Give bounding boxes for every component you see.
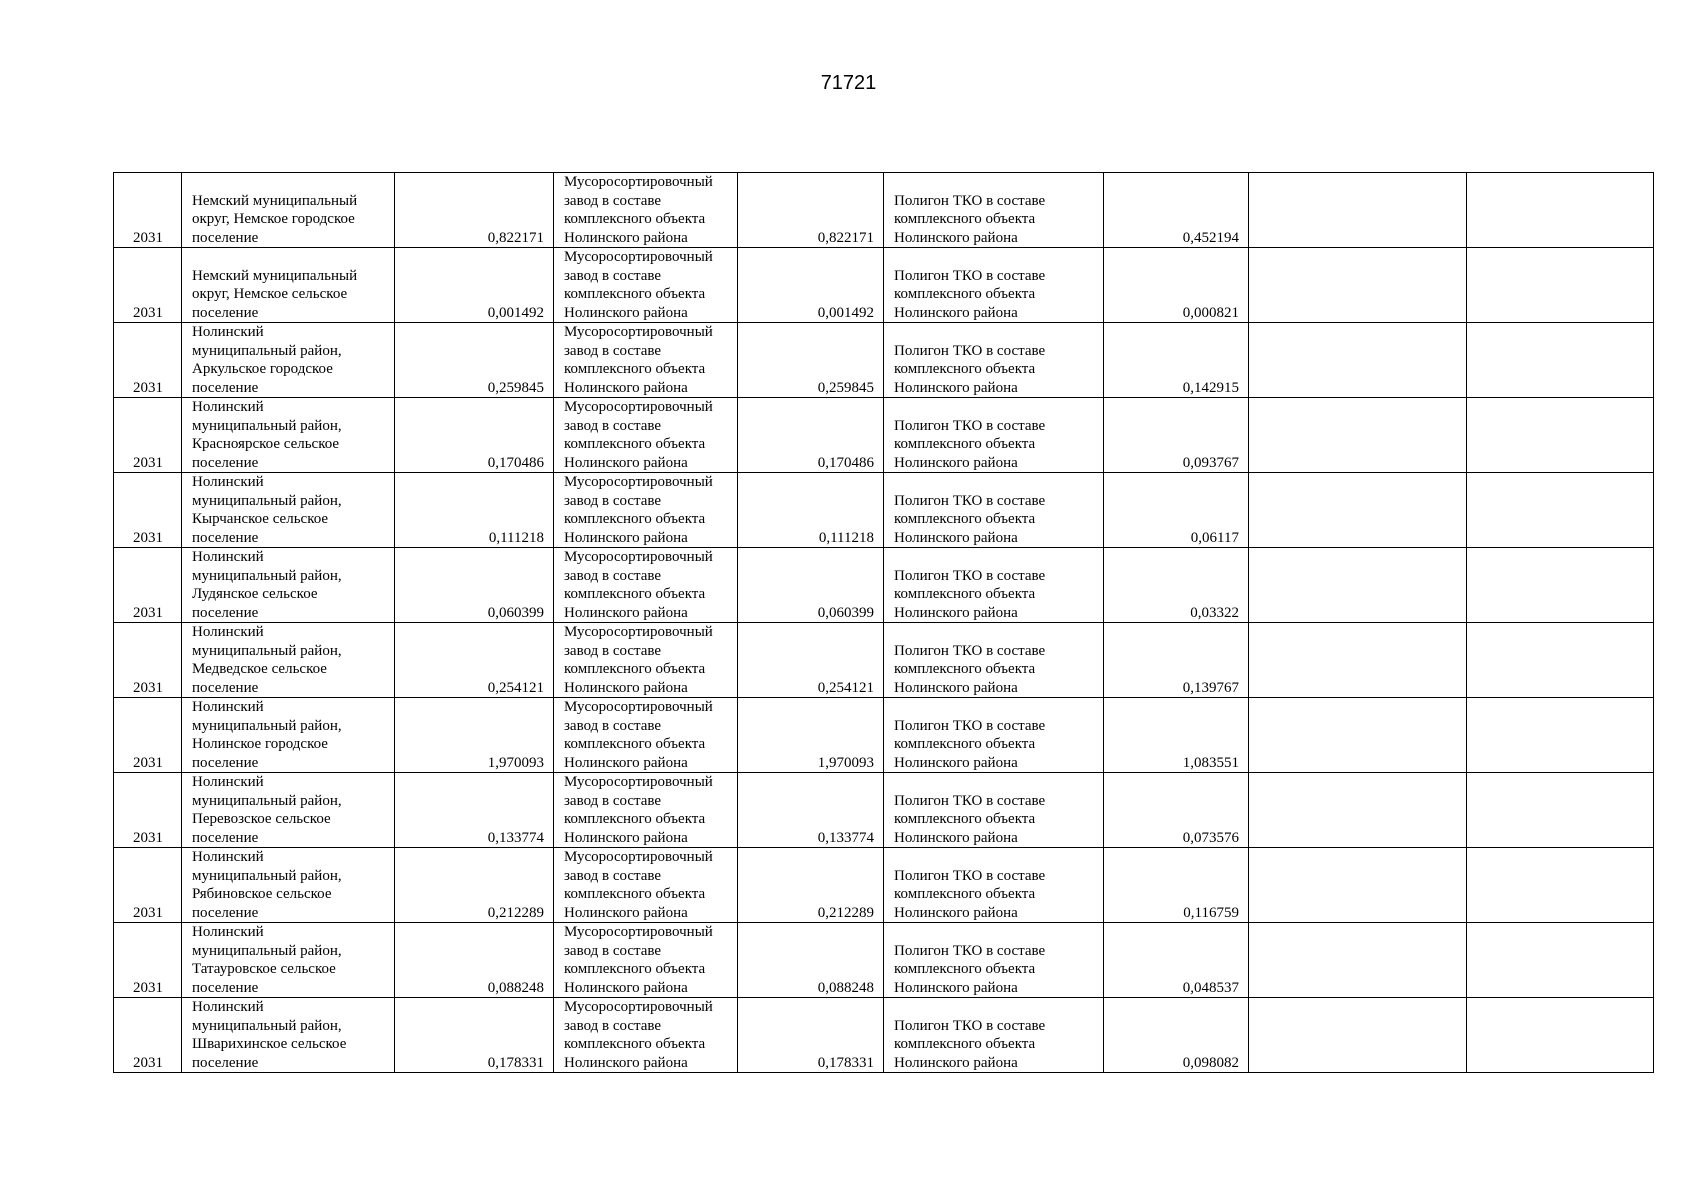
year-cell: 2031 (114, 848, 182, 923)
facility1-cell-line: Нолинского района (564, 829, 688, 846)
facility2-cell-line: комплексного объекта (894, 961, 1036, 977)
facility2-cell-line: комплексного объекта (894, 1036, 1036, 1052)
facility2-cell-line: Полигон ТКО в составе (894, 567, 1046, 584)
value2-cell: 0,254121 (738, 623, 884, 698)
facility1-cell-line: Мусоросортировочный (564, 324, 713, 340)
settlement-cell-line: поселение (192, 229, 259, 246)
facility1-cell-line: Нолинского района (564, 454, 688, 471)
settlement-cell-line: Нолинский (192, 924, 264, 940)
settlement-cell-line: Нолинский (192, 624, 264, 640)
value3-cell: 0,06117 (1104, 473, 1249, 548)
table-row (114, 848, 1654, 923)
facility2-cell-line: комплексного объекта (894, 511, 1036, 527)
settlement-cell-line: Лудянское сельское (192, 586, 318, 602)
settlement-cell-line: поселение (192, 1054, 259, 1071)
settlement-cell-line: поселение (192, 679, 259, 696)
facility2-cell-line: Полигон ТКО в составе (894, 417, 1046, 434)
facility2-cell-line: комплексного объекта (894, 736, 1036, 752)
value3-cell: 0,098082 (1104, 998, 1249, 1073)
facility1-cell-line: завод в составе (564, 567, 662, 584)
empty-cell (1467, 473, 1654, 548)
facility1-cell-line: завод в составе (564, 942, 662, 959)
empty-cell (1249, 998, 1467, 1073)
value1-cell: 0,259845 (395, 323, 554, 398)
value1-cell: 0,822171 (395, 173, 554, 248)
facility2-cell-line: Нолинского района (894, 829, 1018, 846)
facility1-cell-line: завод в составе (564, 492, 662, 509)
settlement-cell (182, 698, 395, 773)
settlement-cell-line: поселение (192, 754, 259, 771)
settlement-cell-line: Медведское сельское (192, 661, 327, 677)
empty-cell (1249, 548, 1467, 623)
empty-cell (1467, 923, 1654, 998)
settlement-cell (182, 473, 395, 548)
facility1-cell (554, 473, 738, 548)
value3-cell: 0,000821 (1104, 248, 1249, 323)
empty-cell (1249, 848, 1467, 923)
facility2-cell-line: Нолинского района (894, 679, 1018, 696)
facility2-cell (884, 698, 1104, 773)
settlement-cell (182, 323, 395, 398)
empty-cell (1467, 773, 1654, 848)
value2-cell: 0,212289 (738, 848, 884, 923)
facility1-cell-line: Нолинского района (564, 379, 688, 396)
facility1-cell-line: комплексного объекта (564, 586, 706, 602)
facility2-cell-line: комплексного объекта (894, 811, 1036, 827)
settlement-cell-line: муниципальный район, (192, 867, 342, 884)
settlement-cell-line: Немский муниципальный (192, 267, 358, 284)
settlement-cell (182, 773, 395, 848)
settlement-cell-line: Нолинский (192, 774, 264, 790)
empty-cell (1249, 698, 1467, 773)
facility1-cell-line: комплексного объекта (564, 1036, 706, 1052)
facility1-cell-line: Мусоросортировочный (564, 999, 713, 1015)
value2-cell: 0,170486 (738, 398, 884, 473)
facility1-cell-line: комплексного объекта (564, 511, 706, 527)
year-cell: 2031 (114, 773, 182, 848)
settlement-cell (182, 173, 395, 248)
facility2-cell-line: Нолинского района (894, 1054, 1018, 1071)
settlement-cell-line: Нолинское городское (192, 736, 328, 752)
facility2-cell-line: комплексного объекта (894, 361, 1036, 377)
value3-cell: 0,073576 (1104, 773, 1249, 848)
facility1-cell (554, 173, 738, 248)
facility1-cell (554, 248, 738, 323)
facility1-cell-line: Нолинского района (564, 304, 688, 321)
facility1-cell (554, 398, 738, 473)
settlement-cell (182, 623, 395, 698)
facility2-cell-line: Нолинского района (894, 304, 1018, 321)
settlement-cell (182, 398, 395, 473)
facility1-cell-line: Мусоросортировочный (564, 549, 713, 565)
settlement-cell-line: Немский муниципальный (192, 192, 358, 209)
facility2-cell-line: Полигон ТКО в составе (894, 642, 1046, 659)
table-row (114, 173, 1654, 248)
facility1-cell (554, 323, 738, 398)
settlement-cell (182, 548, 395, 623)
facility2-cell-line: Нолинского района (894, 904, 1018, 921)
settlement-cell (182, 923, 395, 998)
table-body (114, 173, 1654, 1073)
settlement-cell (182, 848, 395, 923)
facility2-cell-line: Нолинского района (894, 379, 1018, 396)
facility1-cell-line: Нолинского района (564, 529, 688, 546)
settlement-cell-line: округ, Немское городское (192, 211, 355, 227)
value2-cell: 0,822171 (738, 173, 884, 248)
facility1-cell-line: завод в составе (564, 342, 662, 359)
settlement-cell-line: Шварихинское сельское (192, 1036, 347, 1052)
settlement-cell-line: муниципальный район, (192, 492, 342, 509)
value2-cell: 0,178331 (738, 998, 884, 1073)
table-row (114, 698, 1654, 773)
settlement-cell (182, 248, 395, 323)
facility1-cell-line: комплексного объекта (564, 886, 706, 902)
settlement-cell-line: поселение (192, 379, 259, 396)
facility1-cell (554, 998, 738, 1073)
facility2-cell-line: Полигон ТКО в составе (894, 942, 1046, 959)
empty-cell (1467, 323, 1654, 398)
settlement-cell-line: округ, Немское сельское (192, 286, 348, 302)
facility2-cell-line: Нолинского района (894, 754, 1018, 771)
facility2-cell (884, 473, 1104, 548)
settlement-cell-line: поселение (192, 454, 259, 471)
facility2-cell (884, 548, 1104, 623)
facility1-cell-line: завод в составе (564, 717, 662, 734)
value2-cell: 0,111218 (738, 473, 884, 548)
value2-cell: 0,001492 (738, 248, 884, 323)
facility2-cell (884, 248, 1104, 323)
settlement-cell-line: Нолинский (192, 474, 264, 490)
value2-cell: 0,060399 (738, 548, 884, 623)
year-cell: 2031 (114, 923, 182, 998)
settlement-cell-line: муниципальный район, (192, 717, 342, 734)
year-cell: 2031 (114, 548, 182, 623)
facility2-cell-line: комплексного объекта (894, 586, 1036, 602)
value3-cell: 0,03322 (1104, 548, 1249, 623)
empty-cell (1467, 173, 1654, 248)
facility1-cell (554, 848, 738, 923)
facility2-cell-line: Полигон ТКО в составе (894, 792, 1046, 809)
facility1-cell-line: комплексного объекта (564, 361, 706, 377)
facility2-cell (884, 923, 1104, 998)
empty-cell (1249, 773, 1467, 848)
settlement-cell-line: муниципальный район, (192, 642, 342, 659)
facility2-cell (884, 998, 1104, 1073)
value3-cell: 0,139767 (1104, 623, 1249, 698)
empty-cell (1467, 998, 1654, 1073)
settlement-cell-line: муниципальный район, (192, 942, 342, 959)
settlement-cell-line: Красноярское сельское (192, 436, 340, 452)
table-row (114, 398, 1654, 473)
value3-cell: 0,116759 (1104, 848, 1249, 923)
settlement-cell-line: поселение (192, 529, 259, 546)
facility2-cell-line: Нолинского района (894, 604, 1018, 621)
facility2-cell-line: комплексного объекта (894, 661, 1036, 677)
facility2-cell-line: Нолинского района (894, 979, 1018, 996)
year-cell: 2031 (114, 173, 182, 248)
facility2-cell (884, 173, 1104, 248)
facility1-cell-line: Мусоросортировочный (564, 399, 713, 415)
settlement-cell-line: Нолинский (192, 549, 264, 565)
empty-cell (1467, 848, 1654, 923)
year-cell: 2031 (114, 248, 182, 323)
facility2-cell-line: Полигон ТКО в составе (894, 342, 1046, 359)
year-cell: 2031 (114, 323, 182, 398)
value2-cell: 0,088248 (738, 923, 884, 998)
facility1-cell (554, 773, 738, 848)
year-cell: 2031 (114, 698, 182, 773)
facility1-cell-line: Мусоросортировочный (564, 699, 713, 715)
facility2-cell-line: Нолинского района (894, 454, 1018, 471)
empty-cell (1249, 173, 1467, 248)
value3-cell: 0,142915 (1104, 323, 1249, 398)
empty-cell (1467, 248, 1654, 323)
facility1-cell-line: Мусоросортировочный (564, 474, 713, 490)
settlement-cell-line: Нолинский (192, 699, 264, 715)
facility1-cell-line: Нолинского района (564, 229, 688, 246)
facility2-cell-line: Полигон ТКО в составе (894, 492, 1046, 509)
facility1-cell-line: комплексного объекта (564, 211, 706, 227)
value1-cell: 0,060399 (395, 548, 554, 623)
settlement-cell-line: поселение (192, 904, 259, 921)
facility2-cell-line: Полигон ТКО в составе (894, 192, 1046, 209)
value3-cell: 0,452194 (1104, 173, 1249, 248)
value1-cell: 0,212289 (395, 848, 554, 923)
facility1-cell (554, 698, 738, 773)
value1-cell: 1,970093 (395, 698, 554, 773)
settlement-cell (182, 998, 395, 1073)
settlement-cell-line: Кырчанское сельское (192, 511, 329, 527)
settlement-cell-line: муниципальный район, (192, 342, 342, 359)
facility2-cell (884, 623, 1104, 698)
settlement-cell-line: поселение (192, 304, 259, 321)
value1-cell: 0,088248 (395, 923, 554, 998)
empty-cell (1467, 698, 1654, 773)
empty-cell (1249, 248, 1467, 323)
value2-cell: 0,259845 (738, 323, 884, 398)
facility1-cell-line: Нолинского района (564, 1054, 688, 1071)
settlement-cell-line: поселение (192, 604, 259, 621)
empty-cell (1249, 323, 1467, 398)
table-row (114, 548, 1654, 623)
table-row (114, 323, 1654, 398)
year-cell: 2031 (114, 398, 182, 473)
settlement-cell-line: Нолинский (192, 999, 264, 1015)
value3-cell: 0,093767 (1104, 398, 1249, 473)
facility2-cell-line: комплексного объекта (894, 286, 1036, 302)
waste-flow-table (113, 172, 1654, 1073)
facility2-cell (884, 773, 1104, 848)
facility1-cell (554, 923, 738, 998)
empty-cell (1467, 398, 1654, 473)
table-row (114, 473, 1654, 548)
value1-cell: 0,178331 (395, 998, 554, 1073)
facility1-cell-line: завод в составе (564, 642, 662, 659)
empty-cell (1467, 623, 1654, 698)
table-row (114, 923, 1654, 998)
empty-cell (1467, 548, 1654, 623)
year-cell: 2031 (114, 998, 182, 1073)
settlement-cell-line: Нолинский (192, 324, 264, 340)
facility2-cell (884, 398, 1104, 473)
value3-cell: 0,048537 (1104, 923, 1249, 998)
facility1-cell-line: Нолинского района (564, 979, 688, 996)
settlement-cell-line: муниципальный район, (192, 417, 342, 434)
facility1-cell-line: Мусоросортировочный (564, 774, 713, 790)
facility2-cell-line: Нолинского района (894, 529, 1018, 546)
settlement-cell-line: поселение (192, 979, 259, 996)
settlement-cell-line: муниципальный район, (192, 567, 342, 584)
facility1-cell-line: Нолинского района (564, 679, 688, 696)
facility2-cell-line: Полигон ТКО в составе (894, 267, 1046, 284)
settlement-cell-line: Нолинский (192, 849, 264, 865)
facility1-cell-line: завод в составе (564, 867, 662, 884)
facility1-cell-line: Мусоросортировочный (564, 249, 713, 265)
facility1-cell-line: Мусоросортировочный (564, 849, 713, 865)
value2-cell: 1,970093 (738, 698, 884, 773)
facility1-cell-line: комплексного объекта (564, 961, 706, 977)
facility1-cell-line: комплексного объекта (564, 436, 706, 452)
empty-cell (1249, 623, 1467, 698)
settlement-cell-line: Рябиновское сельское (192, 886, 332, 902)
table-row (114, 623, 1654, 698)
facility1-cell-line: комплексного объекта (564, 811, 706, 827)
settlement-cell-line: Нолинский (192, 399, 264, 415)
empty-cell (1249, 473, 1467, 548)
facility1-cell-line: завод в составе (564, 417, 662, 434)
empty-cell (1249, 398, 1467, 473)
value3-cell: 1,083551 (1104, 698, 1249, 773)
value1-cell: 0,001492 (395, 248, 554, 323)
facility1-cell-line: Нолинского района (564, 604, 688, 621)
facility1-cell-line: комплексного объекта (564, 286, 706, 302)
facility2-cell (884, 848, 1104, 923)
page-number: 71721 (820, 72, 877, 94)
facility2-cell-line: Полигон ТКО в составе (894, 1017, 1046, 1034)
facility1-cell (554, 548, 738, 623)
facility1-cell-line: завод в составе (564, 1017, 662, 1034)
facility2-cell-line: комплексного объекта (894, 211, 1036, 227)
settlement-cell-line: поселение (192, 829, 259, 846)
facility2-cell (884, 323, 1104, 398)
facility1-cell-line: Мусоросортировочный (564, 174, 713, 190)
table-row (114, 998, 1654, 1073)
facility1-cell-line: Нолинского района (564, 754, 688, 771)
facility1-cell (554, 623, 738, 698)
value1-cell: 0,111218 (395, 473, 554, 548)
facility1-cell-line: завод в составе (564, 192, 662, 209)
facility1-cell-line: Мусоросортировочный (564, 924, 713, 940)
facility2-cell-line: Нолинского района (894, 229, 1018, 246)
settlement-cell-line: Татауровское сельское (192, 961, 336, 977)
settlement-cell-line: Перевозское сельское (192, 811, 331, 827)
facility1-cell-line: завод в составе (564, 267, 662, 284)
year-cell: 2031 (114, 623, 182, 698)
facility2-cell-line: Полигон ТКО в составе (894, 717, 1046, 734)
value1-cell: 0,254121 (395, 623, 554, 698)
settlement-cell-line: муниципальный район, (192, 1017, 342, 1034)
table-row (114, 248, 1654, 323)
facility1-cell-line: Нолинского района (564, 904, 688, 921)
facility2-cell-line: комплексного объекта (894, 436, 1036, 452)
facility2-cell-line: Полигон ТКО в составе (894, 867, 1046, 884)
year-cell: 2031 (114, 473, 182, 548)
facility2-cell-line: комплексного объекта (894, 886, 1036, 902)
value1-cell: 0,133774 (395, 773, 554, 848)
value1-cell: 0,170486 (395, 398, 554, 473)
table-row (114, 773, 1654, 848)
facility1-cell-line: комплексного объекта (564, 661, 706, 677)
facility1-cell-line: Мусоросортировочный (564, 624, 713, 640)
facility1-cell-line: комплексного объекта (564, 736, 706, 752)
facility1-cell-line: завод в составе (564, 792, 662, 809)
settlement-cell-line: муниципальный район, (192, 792, 342, 809)
value2-cell: 0,133774 (738, 773, 884, 848)
settlement-cell-line: Аркульское городское (192, 361, 333, 377)
empty-cell (1249, 923, 1467, 998)
